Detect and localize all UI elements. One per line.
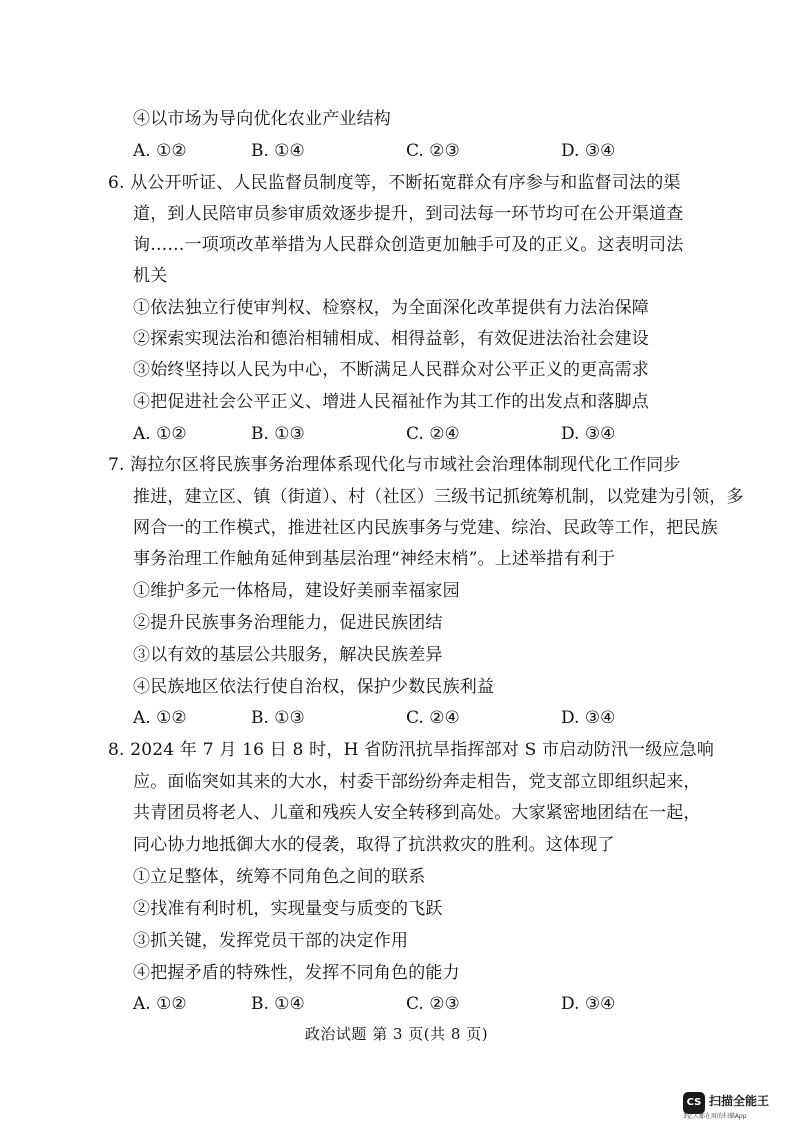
q7-stem-line-4: 事务治理工作触角延伸到基层治理“神经末梢”。上述举措有利于 bbox=[133, 549, 616, 569]
q5-choice-b: B. ①④ bbox=[251, 141, 305, 161]
q8-option-1: ①立足整体，统筹不同角色之间的联系 bbox=[133, 867, 426, 887]
q7-choices bbox=[133, 707, 653, 729]
q6-stem-line-2: 道，到人民陪审员参审质效逐步提升，到司法每一环节均可在公开渠道查 bbox=[133, 204, 684, 224]
camscanner-logo-icon: CS bbox=[683, 1092, 705, 1114]
q6-stem-line-1: 6. 从公开听证、人民监督员制度等，不断拓宽群众有序参与和监督司法的渠 bbox=[108, 173, 681, 193]
q8-choices bbox=[133, 993, 653, 1015]
q6-option-2: ②探索实现法治和德治相辅相成、相得益彰，有效促进法治社会建设 bbox=[133, 329, 649, 349]
q7-choice-d: D. ③④ bbox=[561, 708, 616, 728]
q5-choice-c: C. ②③ bbox=[406, 141, 460, 161]
q6-choice-a: A. ①② bbox=[133, 424, 187, 444]
q8-stem-line-1: 8. 2024 年 7 月 16 日 8 时，H 省防汛抗旱指挥部对 S 市启动防汛一级应急响 bbox=[108, 740, 715, 760]
watermark-subtitle: 3亿人都在用的扫描App bbox=[683, 1113, 747, 1120]
q6-option-1: ①依法独立行使审判权、检察权，为全面深化改革提供有力法治保障 bbox=[133, 298, 649, 318]
page-footer: 政治试题 第 3 页(共 8 页) bbox=[304, 1025, 489, 1043]
q7-stem-line-2: 推进，建立区、镇（街道）、村（社区）三级书记抓统筹机制，以党建为引领，多 bbox=[133, 487, 744, 507]
q5-choice-d: D. ③④ bbox=[561, 141, 616, 161]
watermark-title: 扫描全能王 bbox=[709, 1094, 770, 1108]
q6-stem-line-3: 询……一项项改革举措为人民群众创造更加触手可及的正义。这表明司法 bbox=[133, 235, 684, 255]
q5-choice-a: A. ①② bbox=[133, 141, 187, 161]
q8-choice-d: D. ③④ bbox=[561, 994, 616, 1014]
scanner-watermark bbox=[683, 1092, 787, 1120]
q7-choice-b: B. ①③ bbox=[251, 708, 305, 728]
q7-option-4: ④民族地区依法行使自治权，保护少数民族利益 bbox=[133, 677, 495, 697]
q5-choices bbox=[133, 140, 653, 162]
q7-choice-c: C. ②④ bbox=[406, 708, 460, 728]
q8-choice-c: C. ②③ bbox=[406, 994, 460, 1014]
q8-choice-a: A. ①② bbox=[133, 994, 187, 1014]
q8-stem-line-4: 同心协力地抵御大水的侵袭，取得了抗洪救灾的胜利。这体现了 bbox=[133, 835, 615, 855]
q8-option-4: ④把握矛盾的特殊性，发挥不同角色的能力 bbox=[133, 963, 460, 983]
q7-stem-line-1: 7. 海拉尔区将民族事务治理体系现代化与市域社会治理体制现代化工作同步 bbox=[108, 455, 681, 475]
q8-option-2: ②找准有利时机，实现量变与质变的飞跃 bbox=[133, 899, 443, 919]
q8-choice-b: B. ①④ bbox=[251, 994, 305, 1014]
q6-choices bbox=[133, 423, 653, 445]
q6-option-4: ④把促进社会公平正义、增进人民福祉作为其工作的出发点和落脚点 bbox=[133, 392, 649, 412]
q8-stem-line-3: 共青团员将老人、儿童和残疾人安全转移到高处。大家紧密地团结在一起， bbox=[133, 803, 701, 823]
q6-choice-c: C. ②④ bbox=[406, 424, 460, 444]
q6-choice-d: D. ③④ bbox=[561, 424, 616, 444]
q7-stem-line-3: 网合一的工作模式，推进社区内民族事务与党建、综治、民政等工作，把民族 bbox=[133, 518, 718, 538]
q7-option-3: ③以有效的基层公共服务，解决民族差异 bbox=[133, 645, 443, 665]
q6-option-3: ③始终坚持以人民为中心，不断满足人民群众对公平正义的更高需求 bbox=[133, 360, 649, 380]
q8-stem-line-2: 应。面临突如其来的大水，村委干部纷纷奔走相告，党支部立即组织起来， bbox=[133, 772, 701, 792]
q8-option-3: ③抓关键，发挥党员干部的决定作用 bbox=[133, 931, 409, 951]
q6-choice-b: B. ①③ bbox=[251, 424, 305, 444]
q5-option-4: ④以市场为导向优化农业产业结构 bbox=[133, 109, 391, 129]
q6-stem-line-4: 机关 bbox=[133, 266, 168, 286]
q7-choice-a: A. ①② bbox=[133, 708, 187, 728]
q7-option-2: ②提升民族事务治理能力，促进民族团结 bbox=[133, 613, 443, 633]
q7-option-1: ①维护多元一体格局，建设好美丽幸福家园 bbox=[133, 581, 460, 601]
